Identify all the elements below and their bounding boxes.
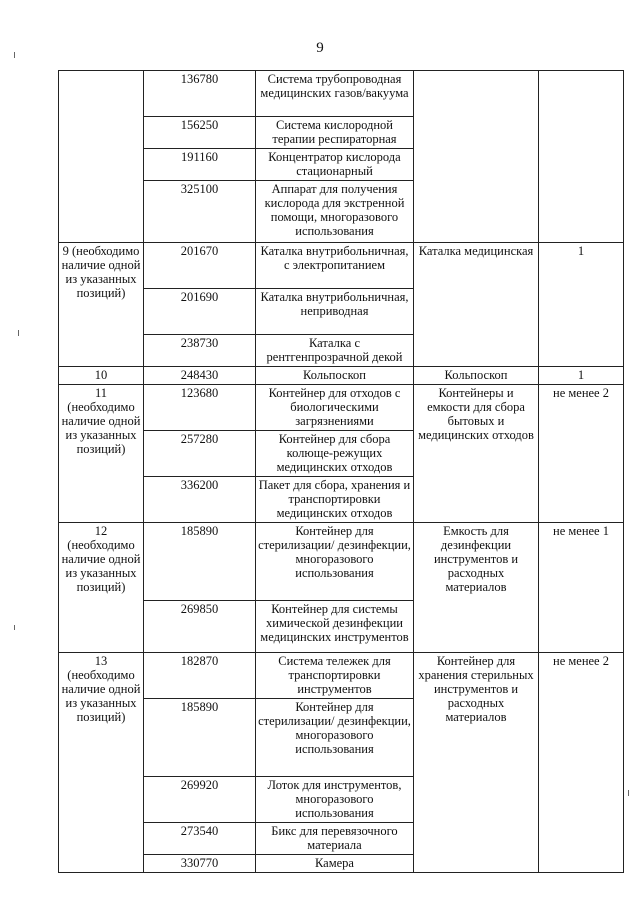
name-cell: Камера [256, 855, 414, 873]
type-cell: Кольпоскоп [414, 367, 539, 385]
quantity-cell: 1 [539, 367, 624, 385]
scan-mark [18, 330, 19, 336]
type-cell: Контейнеры и емкости для сбора бытовых и медицинских отходов [414, 385, 539, 523]
position-cell: 13 (необходимо наличие одной из указанных позиций) [59, 653, 144, 873]
code-cell: 136780 [144, 71, 256, 117]
code-cell: 336200 [144, 477, 256, 523]
scan-mark [628, 790, 629, 796]
code-cell: 191160 [144, 149, 256, 181]
code-cell: 238730 [144, 335, 256, 367]
name-cell: Система кислородной терапии респираторная [256, 117, 414, 149]
name-cell: Контейнер для отходов с биологическими загрязнениями [256, 385, 414, 431]
page-number: 9 [316, 40, 324, 56]
type-cell: Каталка медицинская [414, 243, 539, 367]
type-cell: Емкость для дезинфекции инструментов и расходных материалов [414, 523, 539, 653]
name-cell: Бикс для перевязочного материала [256, 823, 414, 855]
name-cell: Каталка с рентгенпрозрачной декой [256, 335, 414, 367]
name-cell: Пакет для сбора, хранения и транспортировки медицинских отходов [256, 477, 414, 523]
table-row [59, 367, 624, 385]
position-cell: 11 (необходимо наличие одной из указанных позиций) [59, 385, 144, 523]
name-cell: Контейнер для сбора колюще-режущих медицинских отходов [256, 431, 414, 477]
name-cell: Система тележек для транспортировки инструментов [256, 653, 414, 699]
code-cell: 123680 [144, 385, 256, 431]
position-cell: 10 [59, 367, 144, 385]
code-cell: 273540 [144, 823, 256, 855]
type-cell: Контейнер для хранения стерильных инструментов и расходных материалов [414, 653, 539, 873]
name-cell: Кольпоскоп [256, 367, 414, 385]
code-cell: 257280 [144, 431, 256, 477]
name-cell: Аппарат для получения кислорода для экстренной помощи, многоразового использования [256, 181, 414, 243]
code-cell: 248430 [144, 367, 256, 385]
type-cell [414, 71, 539, 243]
name-cell: Система трубопроводная медицинских газов/вакуума [256, 71, 414, 117]
quantity-cell: не менее 2 [539, 653, 624, 873]
quantity-cell: не менее 1 [539, 523, 624, 653]
code-cell: 182870 [144, 653, 256, 699]
code-cell: 325100 [144, 181, 256, 243]
position-cell [59, 71, 144, 243]
code-cell: 185890 [144, 523, 256, 601]
table-row [59, 653, 624, 699]
quantity-cell: 1 [539, 243, 624, 367]
code-cell: 185890 [144, 699, 256, 777]
name-cell: Концентратор кислорода стационарный [256, 149, 414, 181]
code-cell: 201670 [144, 243, 256, 289]
code-cell: 156250 [144, 117, 256, 149]
code-cell: 269920 [144, 777, 256, 823]
scan-mark [14, 52, 15, 58]
code-cell: 201690 [144, 289, 256, 335]
table-row [59, 71, 624, 117]
table-row [59, 243, 624, 289]
name-cell: Контейнер для стерилизации/ дезинфекции, многоразового использования [256, 699, 414, 777]
name-cell: Лоток для инструментов, многоразового использования [256, 777, 414, 823]
name-cell: Контейнер для стерилизации/ дезинфекции, многоразового использования [256, 523, 414, 601]
code-cell: 330770 [144, 855, 256, 873]
table-row [59, 385, 624, 431]
quantity-cell: не менее 2 [539, 385, 624, 523]
name-cell: Каталка внутрибольничная, неприводная [256, 289, 414, 335]
name-cell: Контейнер для системы химической дезинфекции медицинских инструментов [256, 601, 414, 653]
position-cell: 9 (необходимо наличие одной из указанных позиций) [59, 243, 144, 367]
equipment-table [58, 70, 624, 873]
quantity-cell [539, 71, 624, 243]
name-cell: Каталка внутрибольничная, с электропитанием [256, 243, 414, 289]
scan-mark [14, 625, 15, 630]
position-cell: 12 (необходимо наличие одной из указанных позиций) [59, 523, 144, 653]
code-cell: 269850 [144, 601, 256, 653]
table-row [59, 523, 624, 601]
